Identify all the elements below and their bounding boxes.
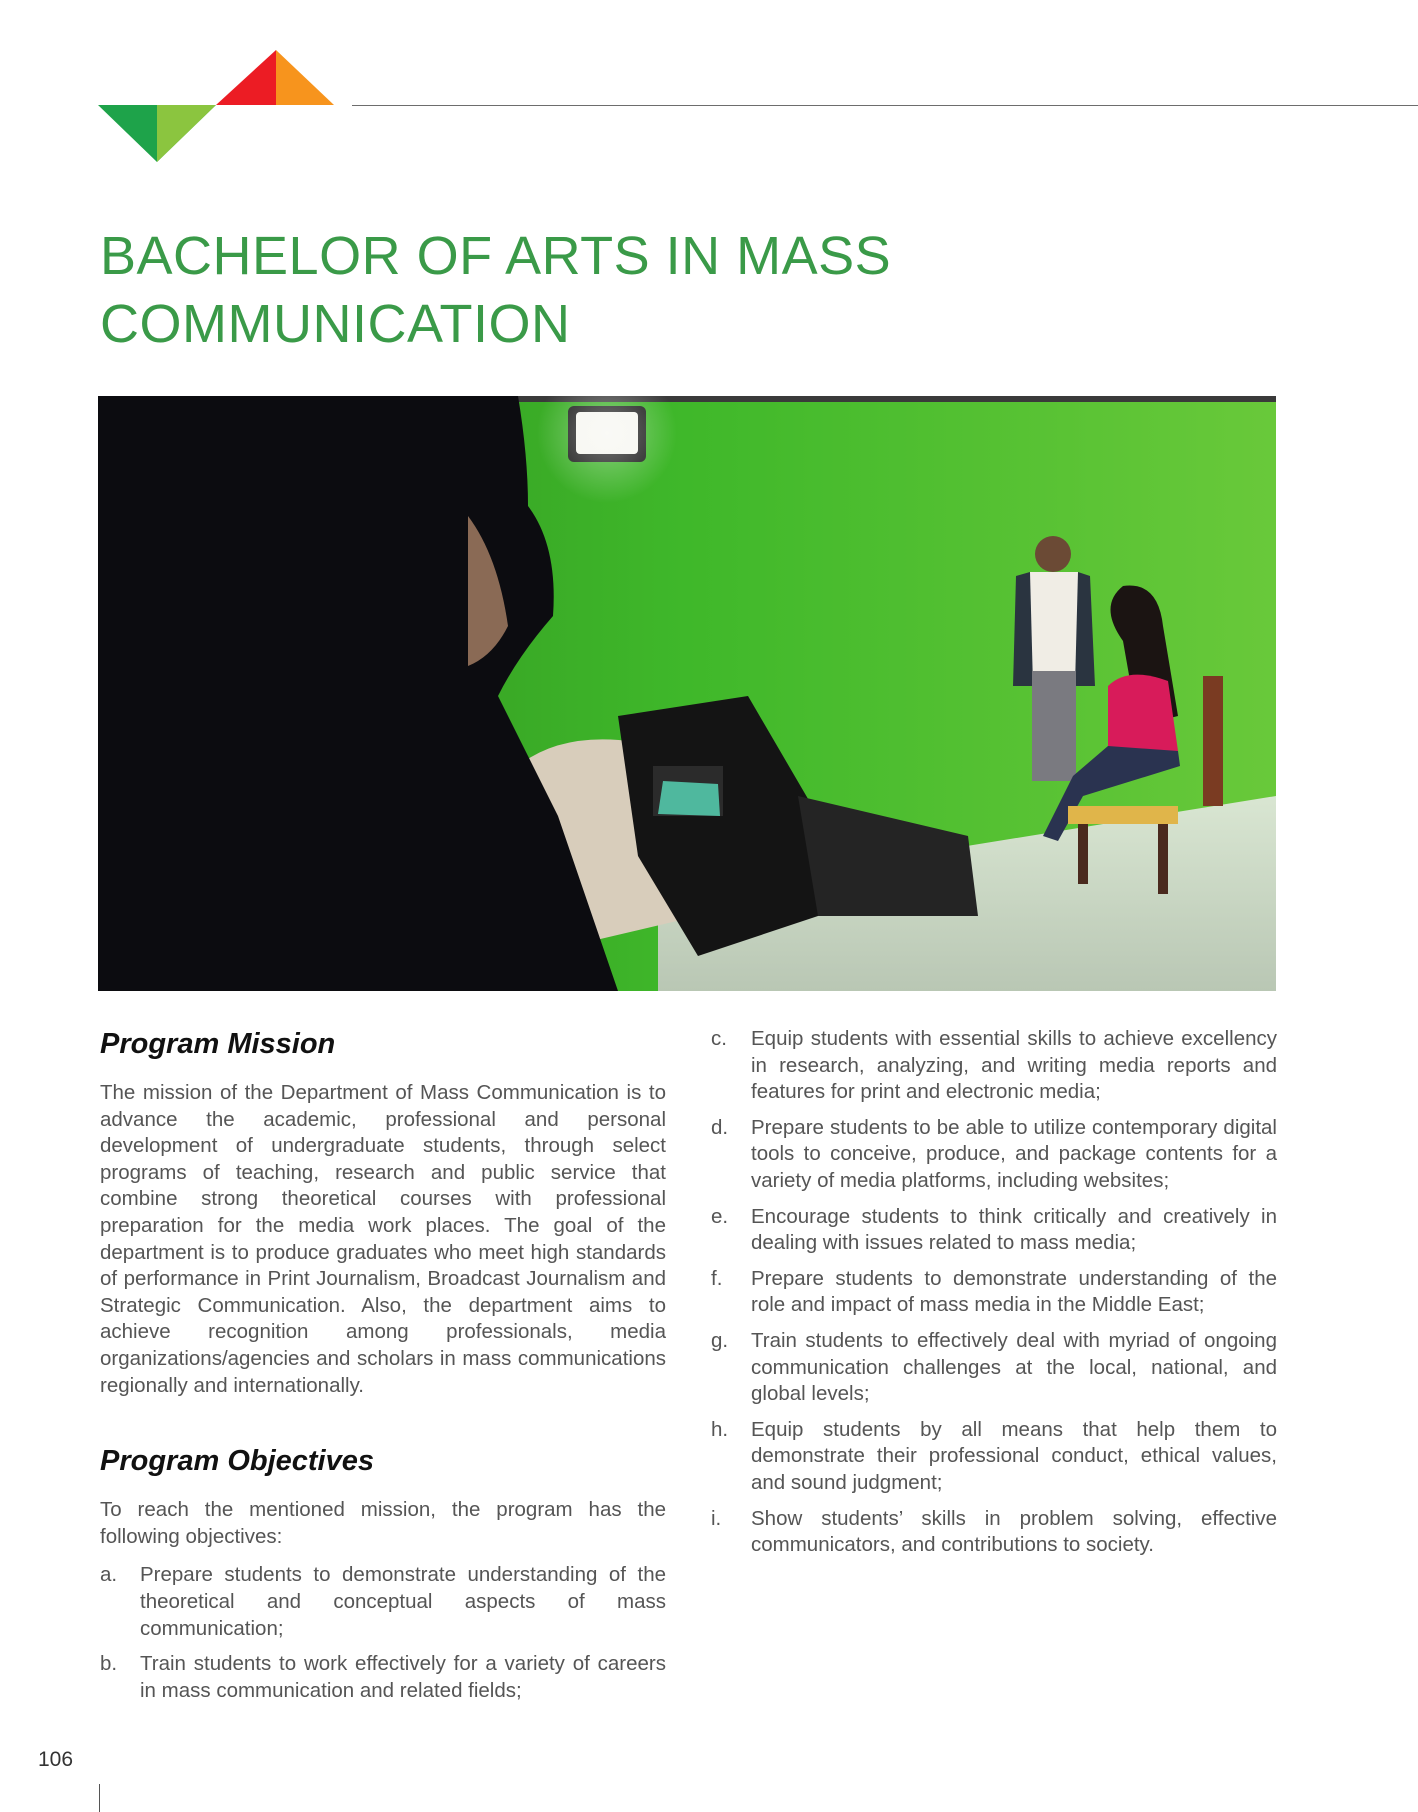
objective-item-e <box>711 1204 1277 1257</box>
page-title-line-2: COMMUNICATION <box>100 294 571 354</box>
objective-letter: i. <box>711 1506 722 1530</box>
objectives-intro: To reach the mentioned mission, the program has the following objectives: <box>100 1498 666 1548</box>
objectives-list-left <box>100 1562 666 1704</box>
objective-item-h <box>711 1417 1277 1497</box>
mission-heading: Program Mission <box>100 1028 336 1060</box>
objective-letter: g. <box>711 1328 729 1352</box>
objective-letter: h. <box>711 1417 729 1441</box>
university-logo <box>98 50 334 162</box>
objective-letter: d. <box>711 1115 729 1139</box>
left-column <box>100 1026 666 1713</box>
objective-text: Equip students by all means that help them to demonstrate their professional conduct, ethical values, and sound judgment; <box>751 1417 1277 1494</box>
page-title-line-1: BACHELOR OF ARTS IN MASS <box>100 226 892 286</box>
objective-text: Encourage students to think critically and creatively in dealing with issues related to mass media; <box>751 1204 1277 1255</box>
objective-item-i <box>711 1506 1277 1559</box>
objective-text: Train students to work effectively for a variety of careers in mass communication and related fields; <box>140 1652 666 1702</box>
objective-letter: e. <box>711 1204 729 1228</box>
footer-rule <box>99 1784 100 1812</box>
objectives-heading: Program Objectives <box>100 1445 374 1478</box>
objective-item-a <box>100 1562 666 1642</box>
objective-letter: b. <box>100 1652 118 1676</box>
objective-item-c <box>711 1026 1277 1106</box>
objective-text: Train students to effectively deal with myriad of ongoing communication challenges at the local, national, and global levels; <box>751 1328 1277 1406</box>
header-rule <box>352 105 1418 106</box>
objective-text: Prepare students to demonstrate understanding of the theoretical and conceptual aspects of mass communication; <box>140 1563 666 1640</box>
mission-text: The mission of the Department of Mass Communication is to advance the academic, professional and personal development of undergraduate students, through select programs of teaching, research and public service that combine strong theoretical courses with professional preparation for the media work places. The goal of the department is to produce graduates who meet high standards of performance in Print Journalism, Broadcast Journalism and Strategic Communication. Also, the department aims to achieve recognition among professionals, media organizations/agencies and scholars in mass communications regionally and internationally. <box>100 1081 666 1397</box>
objective-item-d <box>711 1115 1277 1195</box>
objective-letter: c. <box>711 1027 727 1050</box>
page-number: 106 <box>38 1748 74 1771</box>
objectives-list-right <box>711 1026 1277 1559</box>
objective-item-f <box>711 1266 1277 1319</box>
objective-item-b <box>100 1651 666 1704</box>
right-column <box>711 1026 1277 1568</box>
objective-text: Prepare students to demonstrate understanding of the role and impact of mass media in the Middle East; <box>751 1266 1277 1317</box>
objective-item-g <box>711 1328 1277 1408</box>
objective-text: Show students’ skills in problem solving, effective communicators, and contributions to society. <box>751 1506 1277 1557</box>
studio-photo <box>98 396 1276 991</box>
page-title <box>100 222 1000 358</box>
objective-letter: f. <box>711 1266 723 1290</box>
objective-letter: a. <box>100 1563 118 1587</box>
objective-text: Equip students with essential skills to achieve excellency in research, analyzing, and writing media reports and features for print and electronic media; <box>751 1027 1277 1104</box>
objective-text: Prepare students to be able to utilize contemporary digital tools to conceive, produce, and package contents for a variety of media platforms, including websites; <box>751 1115 1277 1192</box>
